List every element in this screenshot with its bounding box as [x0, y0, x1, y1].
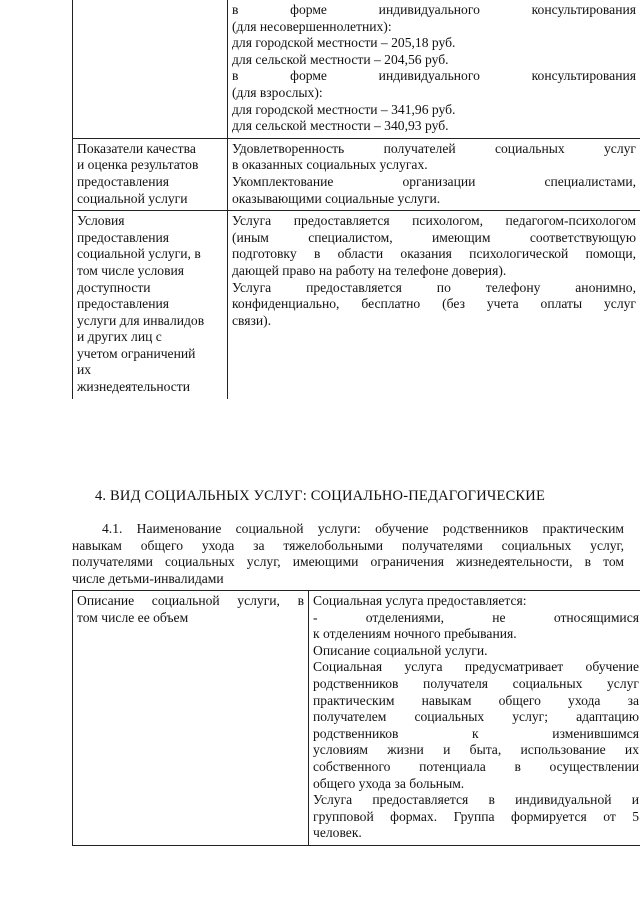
tariff-lines: [232, 2, 636, 135]
table-row-description: [73, 591, 640, 846]
text-line: предоставления: [77, 173, 170, 189]
text-line: в оказанных социальных услугах.: [232, 157, 428, 173]
text-line: родственников получателя социальных услуг: [313, 675, 639, 691]
service-name-paragraph: [72, 521, 624, 587]
text-line: для сельской местности – 204,56 руб.: [232, 51, 449, 67]
table-row-quality: [73, 138, 640, 210]
text-line: конфиденциально, бесплатно (без учета оплаты услуг: [232, 296, 636, 312]
text-line: связи).: [232, 312, 272, 328]
text-line: предоставления: [77, 229, 170, 245]
text-line: Укомплектование организации специалистами,: [232, 173, 636, 189]
text-line: социальной услуги, в: [77, 246, 201, 262]
text-line: и оценка результатов: [77, 157, 199, 173]
conditions-text: [232, 213, 636, 329]
text-line: предоставления: [77, 296, 170, 312]
paragraph-line: числе детьми-инвалидами: [72, 570, 224, 586]
text-line: для городской местности – 341,96 руб.: [232, 101, 456, 117]
quality-text: [232, 141, 636, 207]
text-line: Описание социальной услуги, в: [77, 593, 304, 608]
text-line: условиям жизни и быта, использование их: [313, 742, 639, 758]
quality-label-cell: [73, 138, 228, 210]
paragraph-line: навыкам общего ухода за тяжелобольными получателями социальных услуг,: [72, 537, 624, 553]
paragraph-line: получателями социальных услуг, имеющими ограничения жизнедеятельности, в том: [72, 554, 624, 570]
text-line: том числе ее объем: [77, 609, 189, 625]
text-line: дающей право на работу на телефоне доверия).: [232, 262, 507, 278]
text-line: родственников к изменившимся: [313, 725, 639, 741]
text-line: в форме индивидуального консультирования: [232, 68, 636, 84]
conditions-label: [77, 213, 223, 396]
table-row-tariffs: [73, 0, 640, 138]
services-table-upper: [72, 0, 640, 399]
text-line: услуги для инвалидов: [77, 312, 205, 328]
text-line: подготовку в области оказания психологической помощи,: [232, 246, 636, 262]
text-line: и других лиц с: [77, 329, 162, 345]
text-line: Услуга предоставляется психологом, педагогом-психологом: [232, 213, 636, 229]
text-line: Удовлетворенность получателей социальных услуг: [232, 140, 636, 156]
description-text: [313, 593, 639, 842]
text-line: Показатели качества: [77, 140, 196, 156]
text-line: Социальная услуга предусматривает обучение: [313, 659, 639, 675]
text-line: их: [77, 362, 92, 378]
services-table-lower: [72, 590, 640, 846]
text-line: общего ухода за больным.: [313, 775, 465, 791]
conditions-value-cell: [228, 211, 640, 399]
text-line: для сельской местности – 340,93 руб.: [232, 118, 449, 134]
section-heading: 4. ВИД СОЦИАЛЬНЫХ УСЛУГ: СОЦИАЛЬНО-ПЕДАГОГИЧЕСКИЕ: [94, 488, 546, 504]
text-line: Социальная услуга предоставляется:: [313, 593, 527, 608]
text-line: собственного потенциала в осуществлении: [313, 758, 639, 774]
quality-value-cell: [228, 138, 640, 210]
description-value-cell: [309, 591, 640, 846]
text-line: жизнедеятельности: [77, 379, 190, 395]
text-line: Условия: [77, 213, 125, 229]
text-line: (для несовершеннолетних):: [232, 18, 392, 34]
description-label-cell: [73, 591, 309, 846]
text-line: человек.: [313, 825, 362, 841]
text-line: (иным специалистом, имеющим соответствующую: [232, 229, 636, 245]
paragraph-line: 4.1. Наименование социальной услуги: обучение родственников практическим: [102, 521, 624, 536]
text-line: практическим навыкам общего ухода за: [313, 692, 639, 708]
text-line: групповой формах. Группа формируется от 5: [313, 808, 639, 824]
text-line: для городской местности – 205,18 руб.: [232, 35, 456, 51]
text-line: к отделениям ночного пребывания.: [313, 626, 517, 642]
text-line: - отделениями, не относящимися: [313, 609, 639, 625]
quality-label: [77, 141, 223, 207]
text-line: доступности: [77, 279, 151, 295]
text-line: социальной услуги: [77, 190, 188, 206]
table-cell-empty: [73, 0, 228, 138]
text-line: том числе условия: [77, 262, 185, 278]
text-line: Описание социальной услуги.: [313, 642, 488, 658]
text-line: оказывающими социальные услуги.: [232, 190, 441, 206]
text-line: Услуга предоставляется в индивидуальной и: [313, 792, 639, 808]
text-line: в форме индивидуального консультирования: [232, 2, 636, 17]
description-label: [77, 593, 304, 626]
conditions-label-cell: [73, 211, 228, 399]
text-line: Услуга предоставляется по телефону анонимно,: [232, 279, 636, 295]
text-line: учетом ограничений: [77, 345, 196, 361]
text-line: получателем социальных услуг; адаптацию: [313, 709, 639, 725]
tariff-cell: [228, 0, 640, 138]
paragraph-lines: [72, 521, 624, 587]
table-row-conditions: [73, 211, 640, 399]
text-line: (для взрослых):: [232, 84, 323, 100]
